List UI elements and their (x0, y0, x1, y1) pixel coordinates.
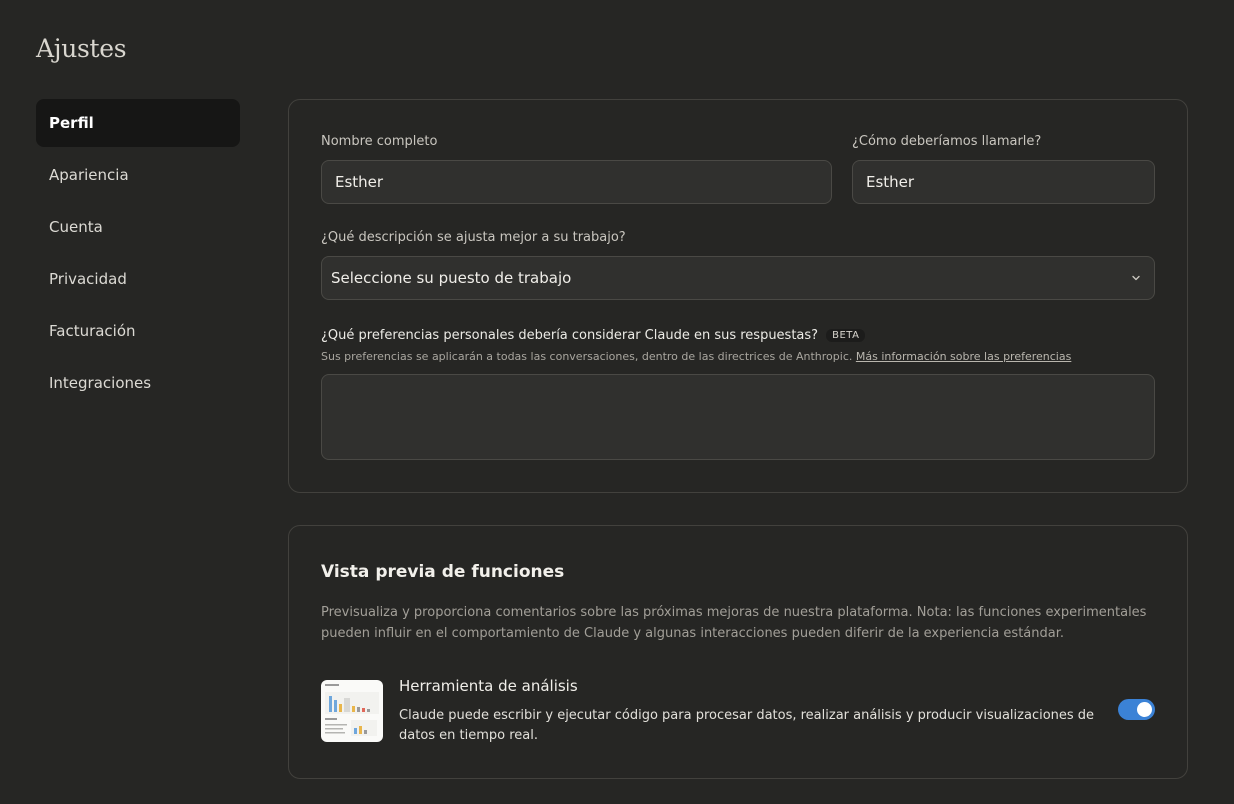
settings-sidebar (36, 99, 240, 411)
feature-preview-card (288, 525, 1188, 779)
chevron-down-icon (1130, 272, 1142, 284)
job-label: ¿Qué descripción se ajusta mejor a su trabajo? (321, 230, 626, 245)
analysis-tool-toggle[interactable] (1118, 699, 1155, 720)
analysis-chart-thumbnail-icon (321, 680, 383, 742)
feature-title: Herramienta de análisis (399, 677, 578, 695)
sidebar-item-cuenta[interactable]: Cuenta (49, 218, 103, 236)
preferences-label: ¿Qué preferencias personales debería considerar Claude en sus respuestas? (321, 328, 819, 343)
preferences-hint-text: Sus preferencias se aplicarán a todas las conversaciones, dentro de las directrices de Anthropic. (321, 350, 853, 363)
page-title: Ajustes (36, 34, 127, 63)
feature-description: Claude puede escribir y ejecutar código para procesar datos, realizar análisis y producir visualizaciones de datos en tiempo real. (399, 708, 1095, 743)
job-select-value: Seleccione su puesto de trabajo (331, 269, 572, 287)
analysis-tool-thumbnail (321, 680, 383, 742)
full-name-label: Nombre completo (321, 134, 438, 149)
profile-card (288, 99, 1188, 493)
feature-preview-description: Previsualiza y proporciona comentarios sobre las próximas mejoras de nuestra plataforma. Nota: las funciones experimentales pueden influir en el comportamiento de Claude y algunas interacciones pueden diferir de la experiencia estándar. (321, 605, 1147, 641)
preferences-hint (321, 350, 1071, 363)
sidebar-item-integraciones[interactable]: Integraciones (49, 374, 152, 392)
sidebar-item-privacidad[interactable]: Privacidad (49, 270, 127, 288)
sidebar-item-facturacion[interactable]: Facturación (49, 322, 136, 340)
sidebar-item-apariencia[interactable]: Apariencia (49, 166, 129, 184)
beta-badge: BETA (826, 329, 865, 342)
job-select[interactable] (321, 256, 1155, 300)
preferences-label-row (321, 328, 865, 343)
sidebar-item-perfil[interactable]: Perfil (36, 99, 240, 147)
feature-preview-title: Vista previa de funciones (321, 562, 565, 582)
full-name-input[interactable]: Esther (321, 160, 832, 204)
nickname-input[interactable]: Esther (852, 160, 1155, 204)
preferences-textarea[interactable] (321, 374, 1155, 460)
preferences-info-link[interactable]: Más información sobre las preferencias (855, 350, 1072, 363)
nickname-label: ¿Cómo deberíamos llamarle? (852, 134, 1042, 149)
toggle-knob (1137, 702, 1152, 717)
